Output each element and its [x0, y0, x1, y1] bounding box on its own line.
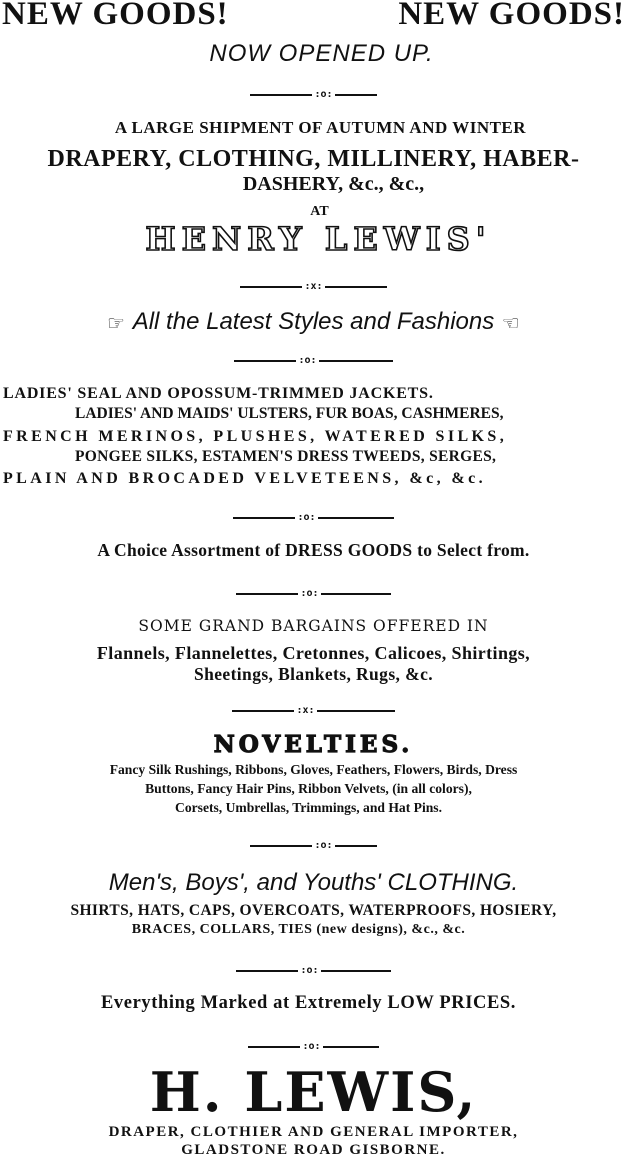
pointing-hand-right-icon: ☞: [107, 310, 126, 335]
separator-8: :o:: [0, 965, 627, 977]
footer-line-2: GLADSTONE ROAD GISBORNE.: [181, 1142, 446, 1158]
separator-1: :o:: [0, 89, 627, 101]
bargains-line-2: Sheetings, Blankets, Rugs, &c.: [193, 664, 434, 684]
bargains-heading: SOME GRAND BARGAINS OFFERED IN: [138, 617, 489, 635]
separator-3: :o:: [0, 355, 627, 367]
separator-6: :x:: [0, 705, 627, 717]
jackets-line-1: LADIES' SEAL AND OPOSSUM-TRIMMED JACKETS.: [3, 385, 434, 402]
choice-line: A Choice Assortment of DRESS GOODS to Select from.: [97, 540, 530, 560]
prices-line: Everything Marked at Extremely LOW PRICES.: [100, 993, 517, 1013]
novelties-line-2: Buttons, Fancy Hair Pins, Ribbon Velvets, (in all colors),: [145, 781, 472, 796]
proprietor-name: H. LEWIS,: [149, 1060, 478, 1124]
headline-left: NEW GOODS!: [2, 0, 229, 32]
shipment-line-2: DRAPERY, CLOTHING, MILLINERY, HABER-: [47, 146, 580, 172]
clothing-line-2: BRACES, COLLARS, TIES (new designs), &c., &c.: [131, 922, 466, 937]
headline-right: NEW GOODS!: [398, 0, 625, 32]
novelties-line-1: Fancy Silk Rushings, Ribbons, Gloves, Feathers, Flowers, Birds, Dress: [109, 762, 518, 777]
separator-9: :o:: [0, 1041, 627, 1053]
pointing-hand-left-icon: ☜: [501, 310, 520, 335]
jackets-line-2: LADIES' AND MAIDS' ULSTERS, FUR BOAS, CASHMERES,: [75, 405, 504, 422]
bargains-line-1: Flannels, Flannelettes, Cretonnes, Calicoes, Shirtings,: [96, 643, 531, 663]
clothing-heading: Men's, Boys', and Youths' CLOTHING.: [108, 869, 519, 896]
separator-5: :o:: [0, 588, 627, 600]
clothing-line-1: SHIRTS, HATS, CAPS, OVERCOATS, WATERPROOFS, HOSIERY,: [70, 902, 557, 919]
jackets-line-4: PONGEE SILKS, ESTAMEN'S DRESS TWEEDS, SERGES,: [75, 448, 497, 465]
shipment-line-3: DASHERY, &c., &c.,: [242, 173, 425, 195]
styles-text: All the Latest Styles and Fashions: [132, 308, 495, 335]
styles-line: [0, 307, 627, 336]
shipment-line-1: A LARGE SHIPMENT OF AUTUMN AND WINTER: [114, 118, 527, 137]
novelties-line-3: Corsets, Umbrellas, Trimmings, and Hat Pins.: [175, 800, 442, 815]
opened-notice: NOW OPENED UP.: [209, 40, 434, 67]
jackets-line-5: PLAIN AND BROCADED VELVETEENS, &c, &c.: [3, 470, 487, 487]
shop-name: HENRY LEWIS': [145, 220, 492, 258]
shipment-line-4: AT: [310, 204, 329, 219]
novelties-heading: NOVELTIES.: [213, 731, 414, 758]
footer-line-1: DRAPER, CLOTHIER AND GENERAL IMPORTER,: [108, 1124, 519, 1140]
separator-4: :o:: [0, 512, 627, 524]
separator-2: :x:: [0, 281, 627, 293]
jackets-line-3: FRENCH MERINOS, PLUSHES, WATERED SILKS,: [3, 428, 508, 445]
separator-7: :o:: [0, 840, 627, 852]
